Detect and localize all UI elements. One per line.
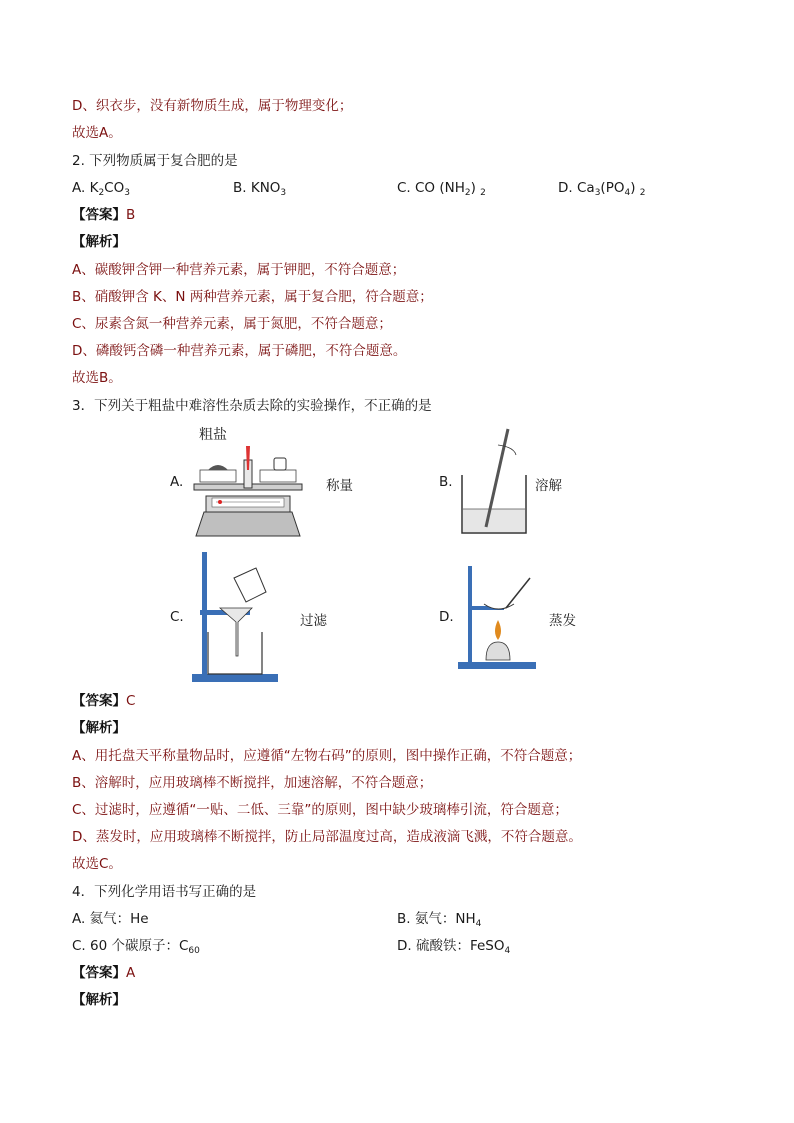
q2-option-c: C. CO $(NH_2)$ $_2$ [397, 180, 486, 198]
question-4-stem: 4．下列化学用语书写正确的是 [72, 884, 257, 900]
q2-option-b: B. $KNO_3$ [233, 180, 287, 198]
figure-b-letter: B. [439, 474, 453, 490]
q3-analysis-d: D、蒸发时，应用玻璃棒不断搅拌，防止局部温度过高，造成液滴飞溅，不符合题意。 [72, 829, 582, 845]
q3-analysis-label: 【解析】 [72, 720, 126, 736]
q4-option-c: C. 60 个碳原子：$C_{60}$ [72, 938, 200, 956]
figure-a-letter: A. [170, 474, 184, 490]
q4-analysis-label: 【解析】 [72, 992, 126, 1008]
evaporation-illustration [458, 560, 540, 672]
analysis-line: D、织衣步，没有新物质生成，属于物理变化； [72, 98, 353, 114]
q3-analysis-c: C、过滤时，应遵循“一贴、二低、三靠”的原则，图中缺少玻璃棒引流，符合题意； [72, 802, 568, 818]
q2-analysis-a: A、碳酸钾含钾一种营养元素，属于钾肥，不符合题意； [72, 262, 406, 278]
figure-d-caption: 蒸发 [549, 613, 576, 629]
figure-a-caption: 称量 [326, 478, 353, 494]
q4-answer: 【答案】A [72, 965, 136, 981]
conclusion: 故选A。 [72, 125, 122, 141]
q2-conclusion: 故选B。 [72, 370, 122, 386]
q2-analysis-label: 【解析】 [72, 234, 126, 250]
q3-analysis-a: A、用托盘天平称量物品时，应遵循“左物右码”的原则，图中操作正确，不符合题意； [72, 748, 582, 764]
q2-analysis-c: C、尿素含氮一种营养元素，属于氮肥，不符合题意； [72, 316, 392, 332]
q3-answer: 【答案】C [72, 693, 136, 709]
q4-option-b: B. 氨气：$NH_4$ [397, 911, 482, 929]
question-2-stem: 2. 下列物质属于复合肥的是 [72, 153, 238, 169]
figure-a-top-label: 粗盐 [199, 427, 227, 443]
figure-b-caption: 溶解 [535, 478, 562, 494]
q2-analysis-b: B、硝酸钾含 K、N 两种营养元素，属于复合肥，符合题意； [72, 289, 433, 305]
q3-analysis-b: B、溶解时，应用玻璃棒不断搅拌，加速溶解，不符合题意； [72, 775, 433, 791]
q2-option-d: D. $Ca_3(PO_4)$ $_2$ [558, 180, 646, 198]
figure-c-letter: C. [170, 609, 184, 625]
q3-conclusion: 故选C。 [72, 856, 122, 872]
q2-option-a: A. $K_2CO_3$ [72, 180, 130, 198]
question-3-stem: 3．下列关于粗盐中难溶性杂质去除的实验操作，不正确的是 [72, 398, 432, 414]
q4-option-a: A. 氦气：He [72, 911, 149, 927]
balance-illustration [186, 440, 310, 540]
q2-answer: 【答案】B [72, 207, 136, 223]
q2-analysis-d: D、磷酸钙含磷一种营养元素，属于磷肥，不符合题意。 [72, 343, 407, 359]
beaker-illustration [456, 425, 536, 537]
figure-c-caption: 过滤 [300, 613, 327, 629]
filtration-illustration [192, 552, 282, 684]
q4-option-d: D. 硫酸铁：FeSO$_4$ [397, 938, 511, 956]
figure-d-letter: D. [439, 609, 454, 625]
